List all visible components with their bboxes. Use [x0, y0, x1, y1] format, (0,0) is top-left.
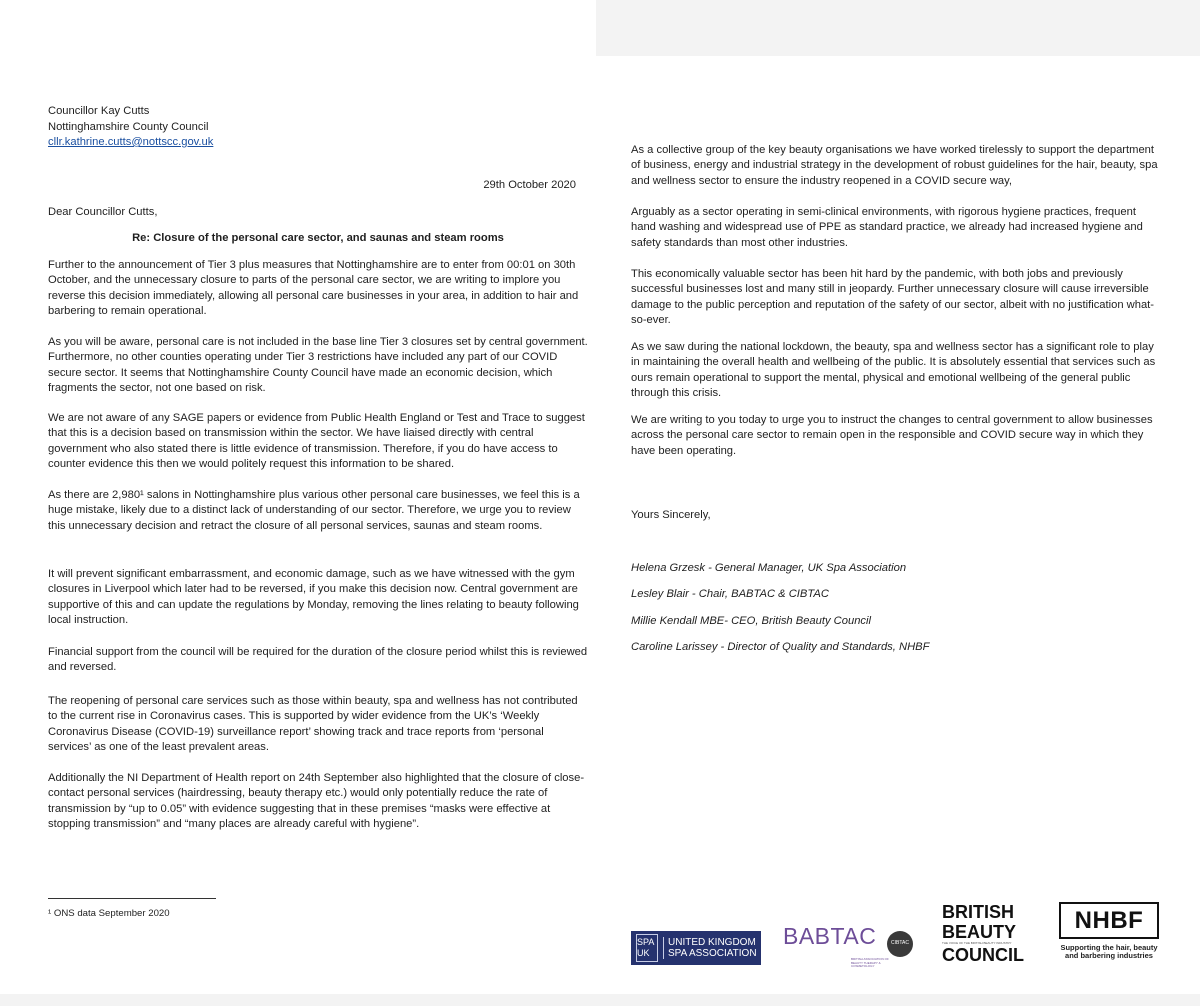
- body-paragraph: It will prevent significant embarrassment, and economic damage, such as we have witnessed with the gym closures in Liverpool which later had to be reversed, if you make this decision now. Central government are supportive of this and can update the regulations by Monday, removing the lines relating to beauty following local instruction.: [48, 568, 579, 626]
- body-paragraph: Additionally the NI Department of Health report on 24th September also highlighted that the closure of close-contact personal services (hairdressing, beauty therapy etc.) would only potentially reduce the rate of transmission by “up to 0.05” with evidence suggesting that in these premises “masks were effective at stopping transmission” and “many places are already careful with hygiene”.: [48, 772, 585, 830]
- bbc-line1: BRITISH: [942, 902, 1014, 922]
- babtac-subline: BRITISH ASSOCIATION OF BEAUTY THERAPY & COSMETOLOGY: [851, 957, 889, 968]
- recipient-organisation: Nottinghamshire County Council: [48, 121, 209, 133]
- page-bottom-margin: [0, 994, 596, 1006]
- letter-page-1: [0, 0, 596, 1006]
- uk-spa-line1: UNITED KINGDOM: [668, 937, 756, 948]
- bbc-tagline: THE VOICE OF THE BRITISH BEAUTY INDUSTRY: [942, 941, 1012, 945]
- uk-spa-association-logo: [631, 931, 761, 965]
- babtac-logo: [781, 923, 917, 968]
- signatory: Lesley Blair - Chair, BABTAC & CIBTAC: [631, 588, 829, 600]
- recipient-name: Councillor Kay Cutts: [48, 105, 150, 117]
- body-paragraph: As there are 2,980¹ salons in Nottinghamshire plus various other personal care businesses, we feel this is a huge mistake, likely due to a distinct lack of understanding of our sector. Therefore, we urge you to review this unnecessary decision and retract the closure of all personal services, saunas and steam rooms.: [48, 489, 580, 532]
- body-paragraph: As we saw during the national lockdown, the beauty, spa and wellness sector has a significant role to play in maintaining the overall health and wellbeing of the public. It is absolutely essential that services such as ours remain operational to support the mental, physical and emotional wellbeing of the general public through this crisis.: [631, 341, 1156, 399]
- bbc-line2: BEAUTY: [942, 922, 1017, 942]
- footnote: ¹ ONS data September 2020: [48, 908, 170, 919]
- subject-line: Re: Closure of the personal care sector, and saunas and steam rooms: [132, 232, 504, 244]
- nhbf-tagline: Supporting the hair, beauty and barbering industries: [1060, 943, 1158, 960]
- salutation: Dear Councillor Cutts,: [48, 206, 158, 218]
- body-paragraph: Financial support from the council will be required for the duration of the closure period whilst this is reviewed and reversed.: [48, 646, 588, 674]
- signatory: Caroline Larissey - Director of Quality and Standards, NHBF: [631, 641, 930, 653]
- body-paragraph: Further to the announcement of Tier 3 plus measures that Nottinghamshire are to enter from 00:01 on 30th October, and the unnecessary closure to parts of the personal care sector, we are writing to implore you reverse this decision immediately, allowing all personal care businesses in your area, in addition to hair and barbering to remain operational.: [48, 259, 579, 317]
- british-beauty-council-logo: [942, 902, 1026, 968]
- page-top-margin: [596, 0, 1200, 56]
- closing: Yours Sincerely,: [631, 509, 711, 521]
- babtac-wordmark: BABTAC: [783, 923, 877, 949]
- page-bottom-margin: [596, 994, 1200, 1006]
- body-paragraph: As you will be aware, personal care is not included in the base line Tier 3 closures set by central government. Furthermore, no other counties operating under Tier 3 restrictions have included any part of our COVID secure sector. It seems that Nottinghamshire County Council have made an economic decision, which fragments the sector, not one based on risk.: [48, 336, 588, 394]
- body-paragraph: As a collective group of the key beauty organisations we have worked tirelessly to support the department of business, energy and industrial strategy in the development of robust guidelines for the hair, beauty, spa and wellness sector to ensure the industry reopened in a COVID secure way,: [631, 144, 1158, 187]
- body-paragraph: We are writing to you today to urge you to instruct the changes to central government to allow businesses across the personal care sector to remain open in the responsible and COVID secure way in which they have been operating.: [631, 414, 1153, 457]
- body-paragraph: Arguably as a sector operating in semi-clinical environments, with rigorous hygiene practices, frequent hand washing and widespread use of PPE as standard practice, we already had increased hygiene and safety standards than most other industries.: [631, 206, 1143, 249]
- uk-spa-monogram: SPA UK: [636, 934, 658, 962]
- signatory: Helena Grzesk - General Manager, UK Spa Association: [631, 562, 907, 574]
- signatory: Millie Kendall MBE- CEO, British Beauty Council: [631, 615, 871, 627]
- uk-spa-line2: SPA ASSOCIATION: [668, 948, 757, 959]
- bbc-line3: COUNCIL: [942, 945, 1024, 965]
- cibtac-badge: CIBTAC: [887, 931, 913, 957]
- body-paragraph: The reopening of personal care services such as those within beauty, spa and wellness has not contributed to the current rise in Coronavirus cases. This is supported by wider evidence from the UK’s ‘Weekly Coronavirus Disease (COVID-19) surveillance report’ showing track and trace reports from ‘personal services’ as one of the least prevalent areas.: [48, 695, 578, 753]
- body-paragraph: We are not aware of any SAGE papers or evidence from Public Health England or Test and Trace to suggest that this is a decision based on transmission within the sector. We have liaised directly with central government who also stated there is little evidence of transmission. Therefore, if you do have access to counter evidence this then we would politely request this information to be shared.: [48, 412, 585, 470]
- nhbf-wordmark: NHBF: [1059, 902, 1159, 939]
- letter-date: 29th October 2020: [483, 179, 576, 191]
- recipient-email-link[interactable]: cllr.kathrine.cutts@nottscc.gov.uk: [48, 136, 214, 148]
- footnote-separator: [48, 898, 216, 899]
- letter-page-2: [596, 0, 1200, 1006]
- body-paragraph: This economically valuable sector has been hit hard by the pandemic, with both jobs and previously successful businesses lost and many still in jeopardy. Further unnecessary closure will cause irreversible damage to the public perception and reputation of the safety of our sector, albeit with no justification what-so-ever.: [631, 268, 1155, 326]
- nhbf-logo: [1054, 902, 1164, 966]
